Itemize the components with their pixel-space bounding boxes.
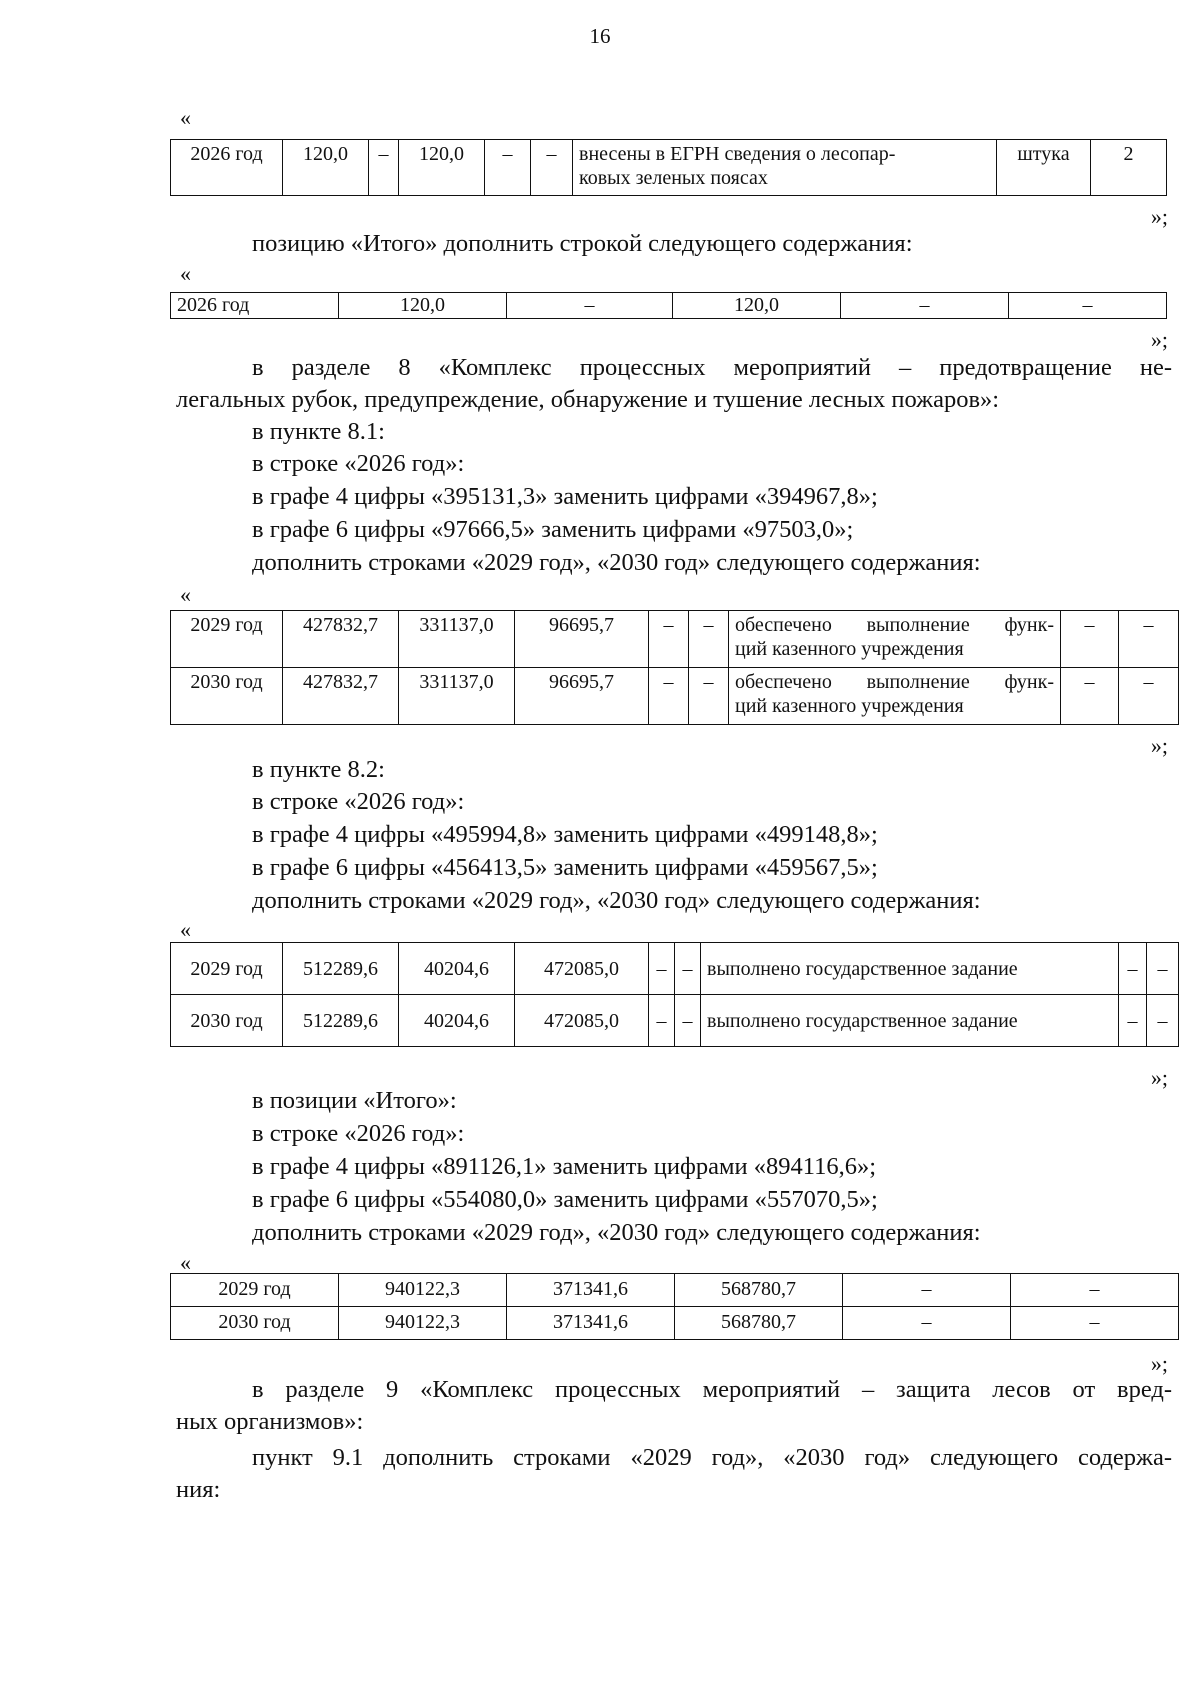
paragraph-col6: в графе 6 цифры «554080,0» заменить цифрами «557070,5»; <box>252 1186 878 1213</box>
result-cell: выполнено государственное задание <box>701 995 1119 1047</box>
dash-cell: – <box>649 943 675 995</box>
dash-cell: – <box>1061 611 1119 668</box>
open-quote: « <box>180 1250 191 1275</box>
section8-line: легальных рубок, предупреждение, обнаружение и тушение лесных пожаров»: <box>176 386 1000 413</box>
value-cell: 331137,0 <box>399 668 515 725</box>
dash-cell: – <box>649 995 675 1047</box>
value-cell: 96695,7 <box>515 668 649 725</box>
section9-line: ных организмов»: <box>176 1408 364 1435</box>
result-line: ковых зеленых поясах <box>579 167 768 189</box>
table-row <box>171 1307 1179 1340</box>
value-cell: 371341,6 <box>507 1307 675 1340</box>
table-8-2-rows <box>170 942 1179 1047</box>
value-cell: 568780,7 <box>675 1274 843 1307</box>
dash-cell: – <box>675 995 701 1047</box>
table-itogo-2026 <box>170 292 1167 319</box>
dash-cell: – <box>1011 1274 1179 1307</box>
value-cell: 120,0 <box>283 140 369 196</box>
paragraph-col6: в графе 6 цифры «456413,5» заменить цифрами «459567,5»; <box>252 854 878 881</box>
open-quote: « <box>180 917 191 942</box>
result-cell <box>573 140 997 196</box>
value-cell: 940122,3 <box>339 1307 507 1340</box>
result-cell: выполнено государственное задание <box>701 943 1119 995</box>
dash-cell: – <box>675 943 701 995</box>
result-line: обеспечено выполнение функ- <box>735 614 1054 636</box>
paragraph-col4: в графе 4 цифры «395131,3» заменить цифрами «394967,8»; <box>252 483 878 510</box>
paragraph-row-2026: в строке «2026 год»: <box>252 450 465 477</box>
value-cell: 427832,7 <box>283 668 399 725</box>
paragraph-add-rows: дополнить строками «2029 год», «2030 год» следующего содержания: <box>252 1219 981 1246</box>
table-itogo-rows <box>170 1273 1179 1340</box>
dash-cell: – <box>841 293 1009 319</box>
paragraph-itogo: позицию «Итого» дополнить строкой следующего содержания: <box>252 230 913 257</box>
value-cell: 2 <box>1091 140 1167 196</box>
table-row <box>171 943 1179 995</box>
value-cell: 512289,6 <box>283 995 399 1047</box>
open-quote: « <box>180 105 191 130</box>
close-quote: »; <box>1150 1351 1168 1376</box>
dash-cell: – <box>689 668 729 725</box>
dash-cell: – <box>1009 293 1167 319</box>
table-row <box>171 293 1167 319</box>
value-cell: 96695,7 <box>515 611 649 668</box>
dash-cell: – <box>1061 668 1119 725</box>
year-cell: 2029 год <box>171 943 283 995</box>
paragraph-add-rows: дополнить строками «2029 год», «2030 год» следующего содержания: <box>252 887 981 914</box>
dash-cell: – <box>1119 668 1179 725</box>
paragraph-add-rows: дополнить строками «2029 год», «2030 год» следующего содержания: <box>252 549 981 576</box>
paragraph-point-8-1: в пункте 8.1: <box>252 418 385 445</box>
table-row <box>171 668 1179 725</box>
dash-cell: – <box>649 668 689 725</box>
result-cell <box>729 668 1061 725</box>
section9-line: в разделе 9 «Комплекс процессных мероприятий – защита лесов от вред- <box>252 1376 1172 1403</box>
table-8-1-rows <box>170 610 1179 725</box>
value-cell: 427832,7 <box>283 611 399 668</box>
value-cell: 40204,6 <box>399 943 515 995</box>
section9-line: ния: <box>176 1476 221 1503</box>
year-cell: 2029 год <box>171 1274 339 1307</box>
value-cell: 120,0 <box>399 140 485 196</box>
section8-line: в разделе 8 «Комплекс процессных мероприятий – предотвращение не- <box>252 354 1172 381</box>
dash-cell: – <box>1119 611 1179 668</box>
paragraph-col6: в графе 6 цифры «97666,5» заменить цифрами «97503,0»; <box>252 516 854 543</box>
result-line: внесены в ЕГРН сведения о лесопар- <box>579 143 896 165</box>
page-number: 16 <box>589 24 611 48</box>
unit-cell: штука <box>997 140 1091 196</box>
dash-cell: – <box>1119 995 1147 1047</box>
table-row <box>171 140 1167 196</box>
value-cell: 512289,6 <box>283 943 399 995</box>
table-row <box>171 1274 1179 1307</box>
value-cell: 472085,0 <box>515 995 649 1047</box>
year-cell: 2030 год <box>171 1307 339 1340</box>
year-cell: 2026 год <box>171 140 283 196</box>
result-cell <box>729 611 1061 668</box>
dash-cell: – <box>649 611 689 668</box>
dash-cell: – <box>1011 1307 1179 1340</box>
table-row <box>171 611 1179 668</box>
value-cell: 331137,0 <box>399 611 515 668</box>
dash-cell: – <box>1147 943 1179 995</box>
table-row <box>171 995 1179 1047</box>
dash-cell: – <box>843 1274 1011 1307</box>
paragraph-row-2026: в строке «2026 год»: <box>252 1120 465 1147</box>
year-cell: 2029 год <box>171 611 283 668</box>
dash-cell: – <box>507 293 673 319</box>
close-quote: »; <box>1150 733 1168 758</box>
dash-cell: – <box>1119 943 1147 995</box>
close-quote: »; <box>1150 204 1168 229</box>
close-quote: »; <box>1150 1065 1168 1090</box>
value-cell: 472085,0 <box>515 943 649 995</box>
paragraph-row-2026: в строке «2026 год»: <box>252 788 465 815</box>
year-cell: 2030 год <box>171 668 283 725</box>
dash-cell: – <box>1147 995 1179 1047</box>
value-cell: 120,0 <box>673 293 841 319</box>
result-line: ций казенного учреждения <box>735 638 964 660</box>
dash-cell: – <box>369 140 399 196</box>
dash-cell: – <box>531 140 573 196</box>
open-quote: « <box>180 261 191 286</box>
dash-cell: – <box>689 611 729 668</box>
value-cell: 940122,3 <box>339 1274 507 1307</box>
value-cell: 40204,6 <box>399 995 515 1047</box>
year-cell: 2026 год <box>171 293 339 319</box>
table-forest-belts <box>170 139 1167 196</box>
paragraph-itogo-position: в позиции «Итого»: <box>252 1087 457 1114</box>
section9-line: пункт 9.1 дополнить строками «2029 год», «2030 год» следующего содержа- <box>252 1444 1172 1471</box>
close-quote: »; <box>1150 327 1168 352</box>
value-cell: 120,0 <box>339 293 507 319</box>
open-quote: « <box>180 582 191 607</box>
paragraph-col4: в графе 4 цифры «495994,8» заменить цифрами «499148,8»; <box>252 821 878 848</box>
paragraph-point-8-2: в пункте 8.2: <box>252 756 385 783</box>
paragraph-col4: в графе 4 цифры «891126,1» заменить цифрами «894116,6»; <box>252 1153 877 1180</box>
year-cell: 2030 год <box>171 995 283 1047</box>
dash-cell: – <box>843 1307 1011 1340</box>
value-cell: 371341,6 <box>507 1274 675 1307</box>
result-line: обеспечено выполнение функ- <box>735 671 1054 693</box>
result-line: ций казенного учреждения <box>735 695 964 717</box>
value-cell: 568780,7 <box>675 1307 843 1340</box>
dash-cell: – <box>485 140 531 196</box>
